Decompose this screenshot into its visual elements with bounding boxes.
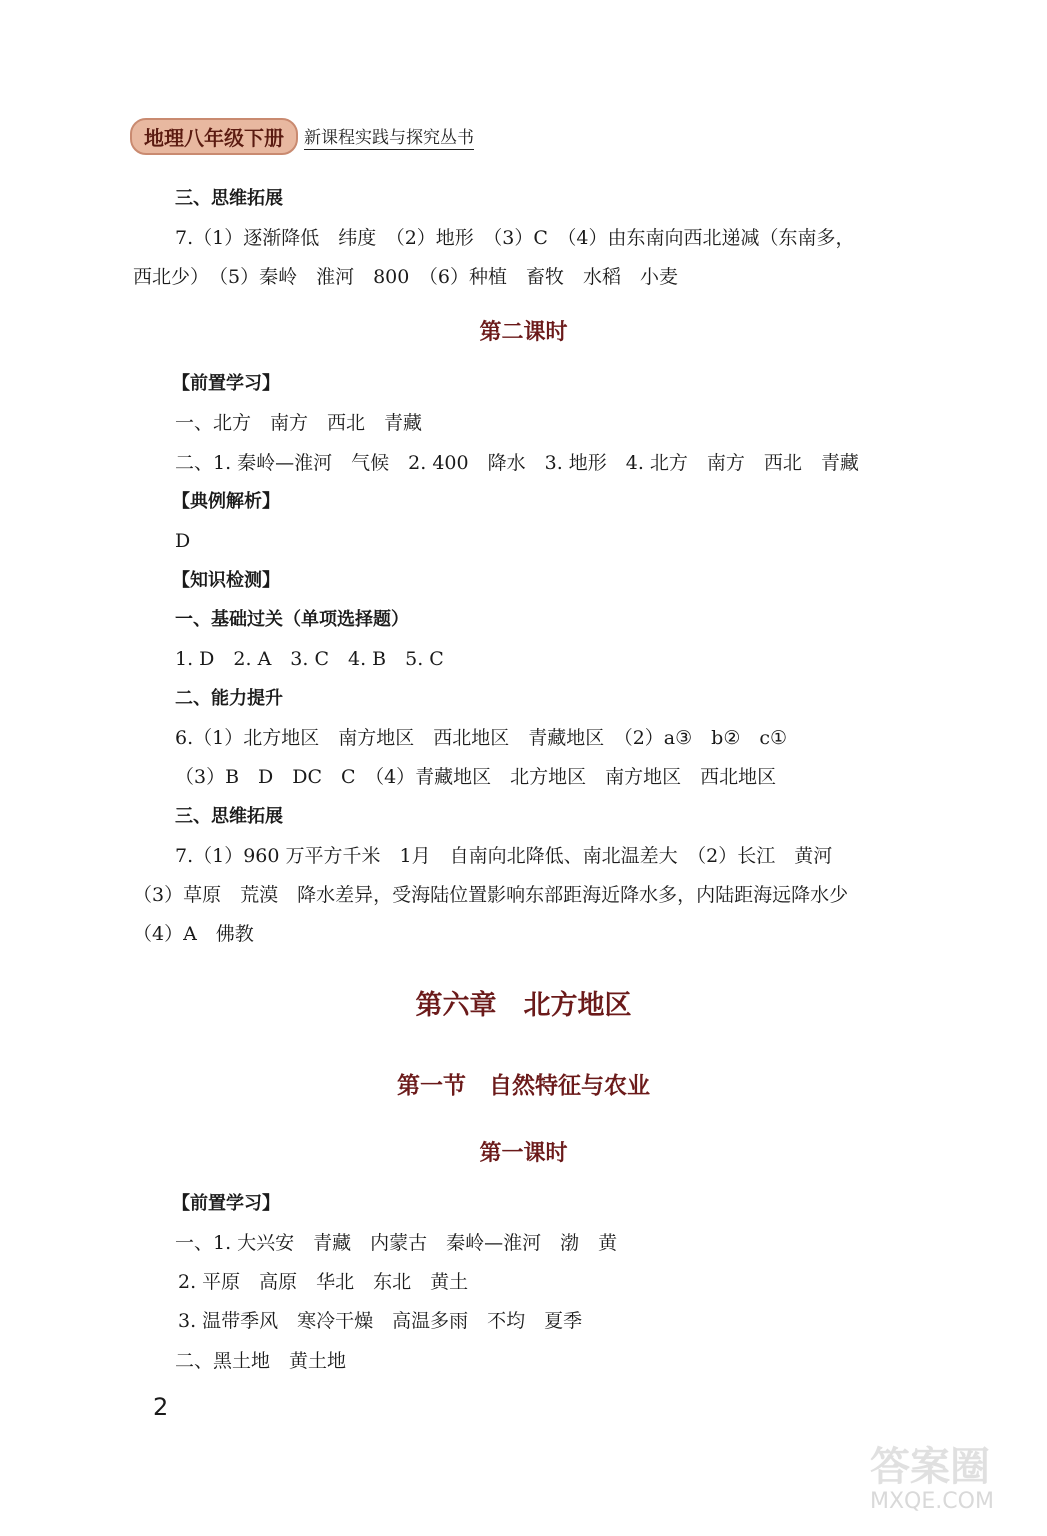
answer-line: 7.（1）逐渐降低 纬度 （2）地形 （3）C （4）由东南向西北递减（东南多， (175, 227, 855, 249)
section-heading: 三、思维拓展 (175, 806, 283, 827)
section-heading: 三、思维拓展 (175, 188, 283, 209)
answer-line: 二、1. 秦岭—淮河 气候 2. 400 降水 3. 地形 4. 北方 南方 西北 青藏 (175, 452, 859, 474)
section-heading: 二、能力提升 (175, 688, 283, 709)
answer-line: 二、黑土地 黄土地 (175, 1350, 347, 1372)
answer-line: 7.（1）960 万平方千米 1月 自南向北降低、南北温差大 （2）长江 黄河 (175, 845, 833, 867)
watermark-logo: 答案圈 (870, 1444, 990, 1490)
answer-line: 1. D 2. A 3. C 4. B 5. C (175, 648, 444, 670)
answer-line: 西北少） （5）秦岭 淮河 800 （6）种植 畜牧 水稻 小麦 (133, 266, 678, 288)
lesson-title: 第一课时 (479, 1141, 568, 1166)
chapter-title: 第六章 北方地区 (415, 990, 632, 1021)
part-heading: 【前置学习】 (172, 373, 280, 394)
answer-line: D (175, 530, 191, 552)
part-heading: 【前置学习】 (172, 1193, 280, 1214)
watermark (870, 1445, 1030, 1525)
page-number: 2 (153, 1393, 169, 1421)
answer-line: 一、北方 南方 西北 青藏 (175, 412, 423, 434)
series-title: 新课程实践与探究丛书 (304, 123, 474, 150)
section-title: 第一节 自然特征与农业 (397, 1073, 650, 1099)
subject-badge: 地理八年级下册 (130, 118, 298, 155)
answer-line: （3）B D DC C （4）青藏地区 北方地区 南方地区 西北地区 (175, 766, 777, 788)
watermark-url: MXQE.COM (870, 1489, 994, 1514)
answer-line: 2. 平原 高原 华北 东北 黄土 (178, 1271, 469, 1293)
answer-line: 3. 温带季风 寒冷干燥 高温多雨 不均 夏季 (178, 1310, 583, 1332)
section-heading: 一、基础过关（单项选择题） (175, 609, 409, 630)
answer-line: 6.（1）北方地区 南方地区 西北地区 青藏地区 （2）a③ b② c① (175, 727, 788, 749)
part-heading: 【典例解析】 (172, 491, 280, 512)
part-heading: 【知识检测】 (172, 570, 280, 591)
answer-line: （3）草原 荒漠 降水差异，受海陆位置影响东部距海近降水多，内陆距海远降水少 (133, 884, 849, 906)
book-header (130, 120, 474, 152)
answer-line: （4）A 佛教 (133, 923, 254, 945)
lesson-title: 第二课时 (479, 320, 568, 345)
answer-line: 一、1. 大兴安 青藏 内蒙古 秦岭—淮河 渤 黄 (175, 1232, 618, 1254)
